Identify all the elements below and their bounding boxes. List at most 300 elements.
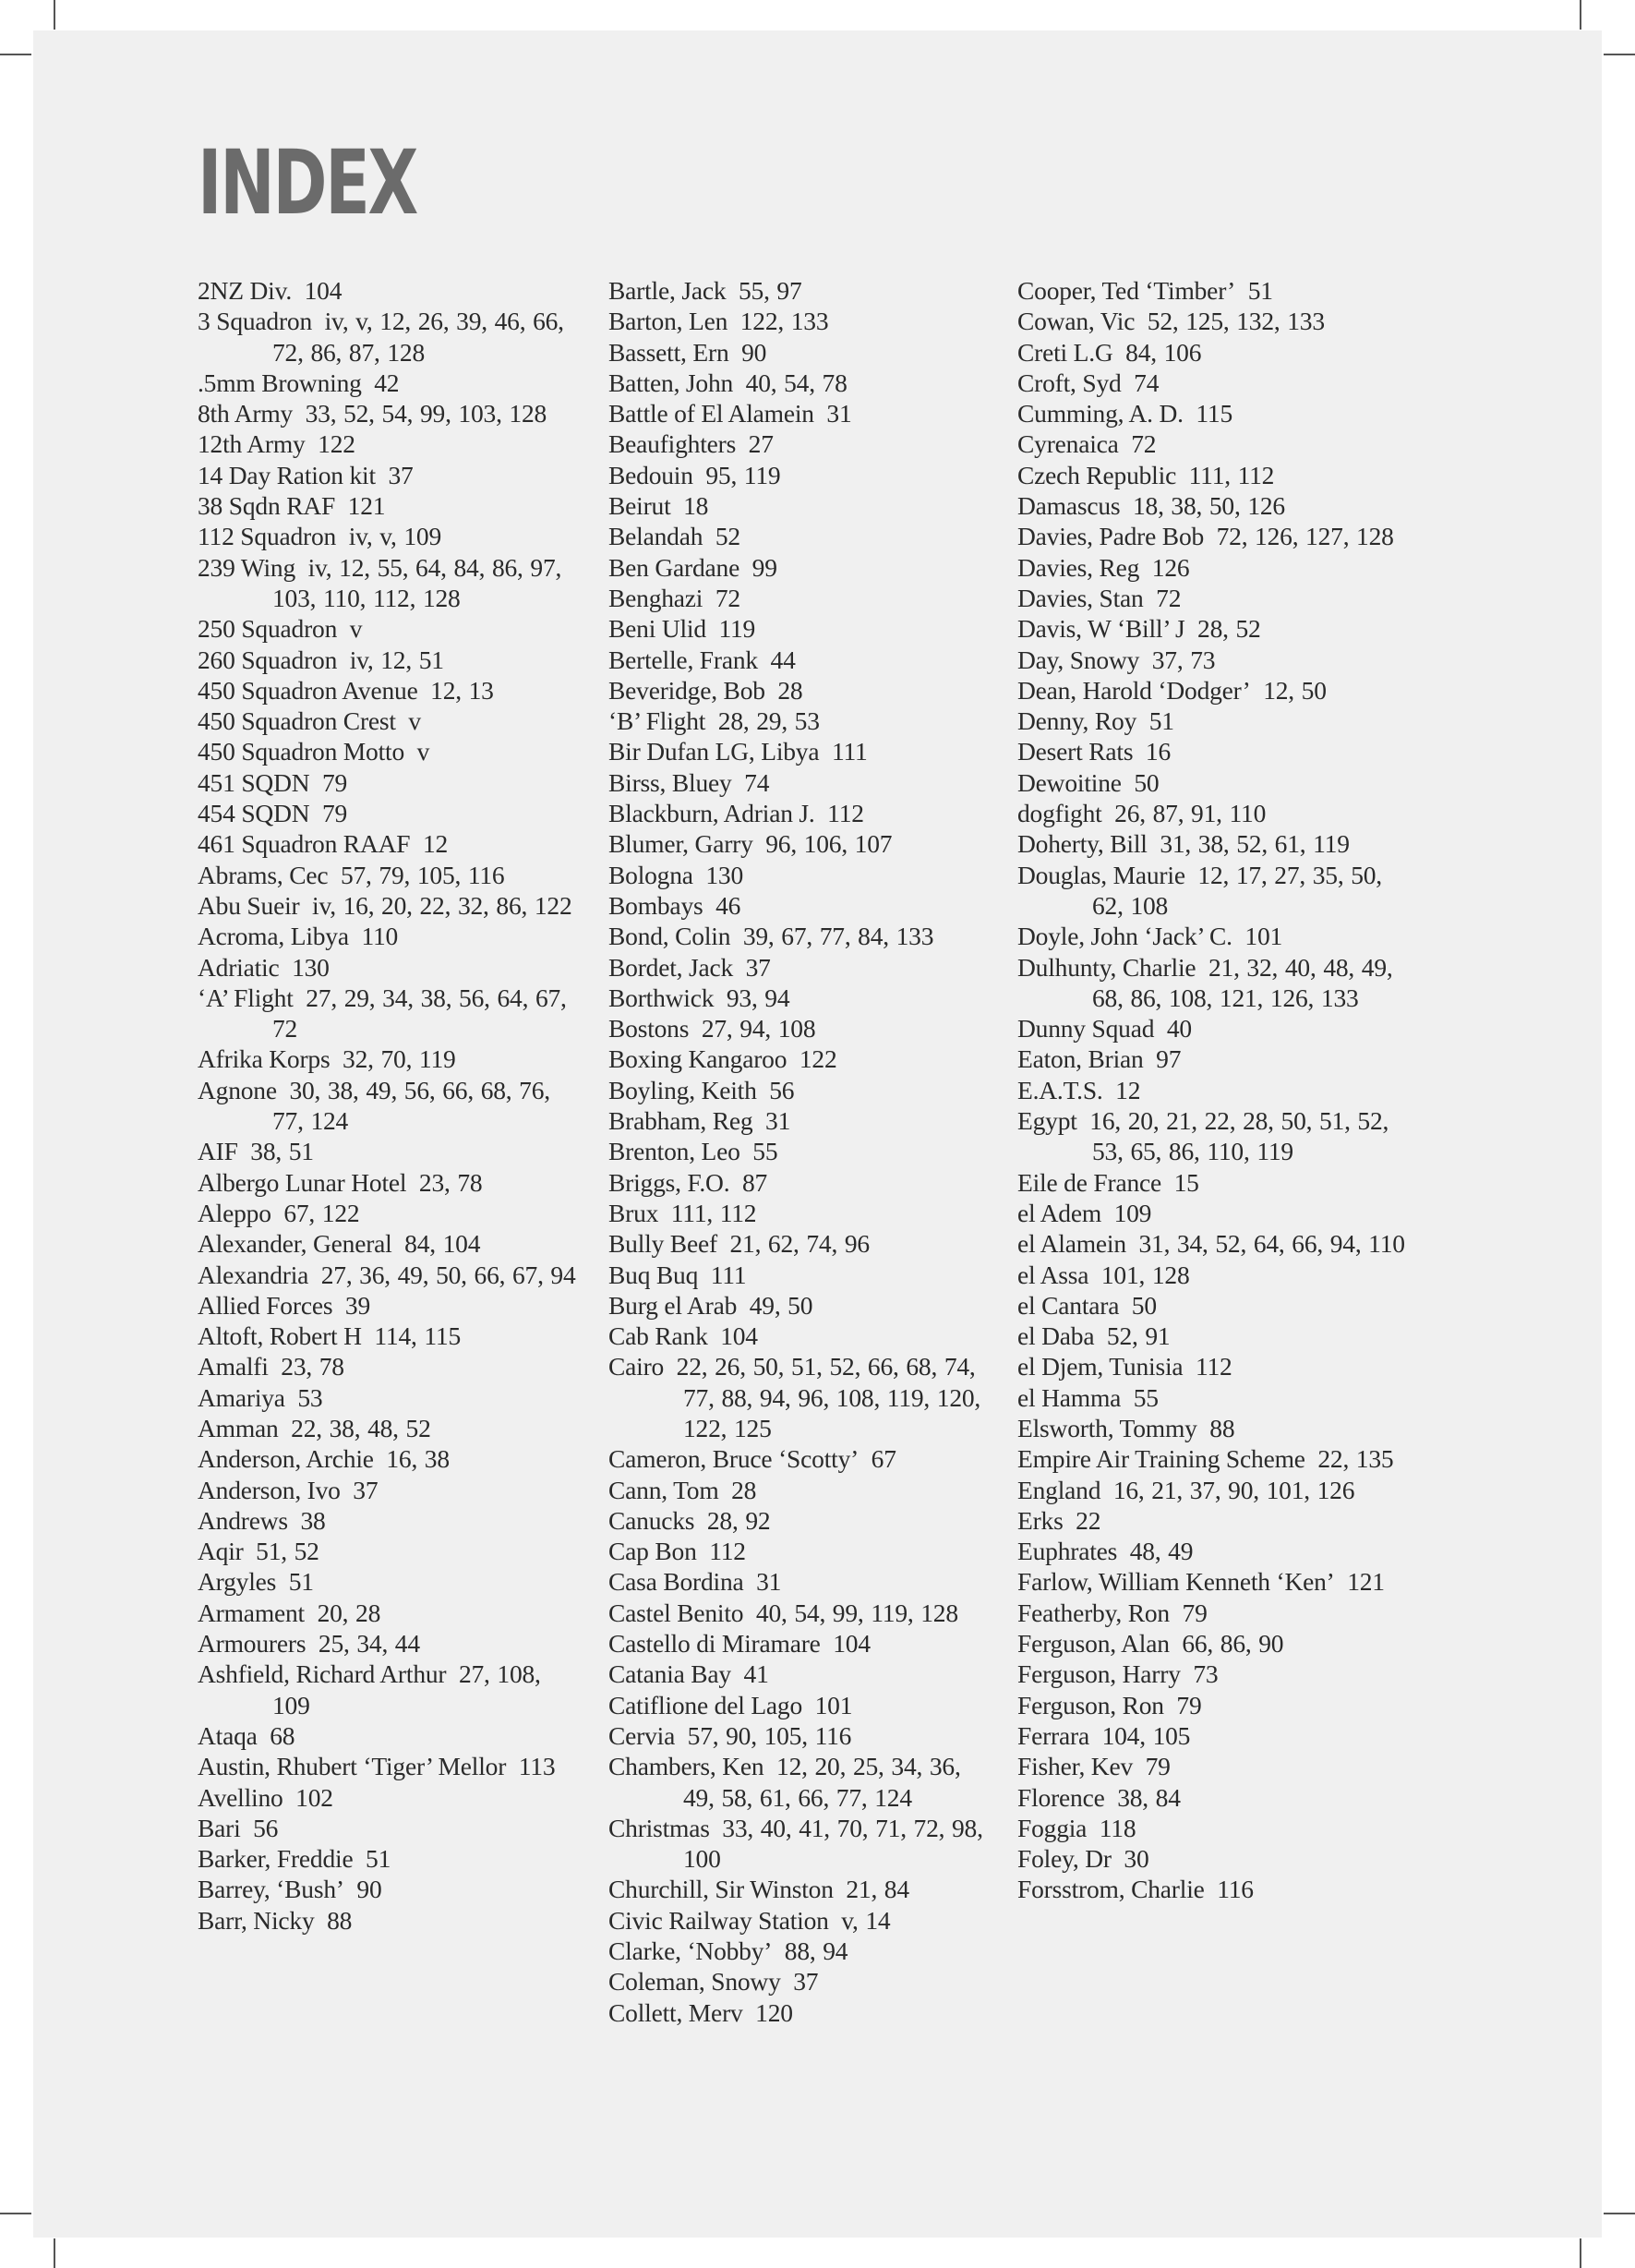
index-entry (198, 1751, 585, 1781)
index-term: Erks (1017, 1505, 1064, 1535)
index-pages: 114, 115 (374, 1321, 461, 1351)
index-term: el Alamein (1017, 1229, 1126, 1259)
index-entry (1017, 1475, 1405, 1505)
index-entry (608, 398, 996, 428)
index-entry (1017, 675, 1405, 706)
index-term: Foley, Dr (1017, 1844, 1112, 1874)
index-entry (1017, 1075, 1405, 1105)
index-pages: 72 (715, 583, 740, 612)
index-term: 454 SQDN (198, 799, 310, 828)
index-pages: 121 (1347, 1567, 1385, 1597)
index-pages: 16 (1145, 737, 1172, 766)
index-entry (608, 1536, 996, 1566)
index-entry (1017, 368, 1405, 398)
index-term: Dean, Harold ‘Dodger’ (1017, 675, 1251, 705)
index-term: 450 Squadron Avenue (198, 675, 418, 705)
index-pages: 126 (1151, 552, 1190, 582)
index-entry (1017, 1566, 1405, 1597)
index-pages: 12 (422, 829, 449, 859)
index-term: Albergo Lunar Hotel (198, 1167, 407, 1197)
index-term: Casa Bordina (608, 1567, 744, 1597)
index-entry (608, 1443, 996, 1474)
index-entry (608, 1751, 996, 1813)
index-term: Beveridge, Bob (608, 675, 765, 705)
index-term: Bombays (608, 890, 703, 920)
index-term: Cumming, A. D. (1017, 399, 1184, 428)
index-pages: 21, 62, 74, 96 (729, 1229, 870, 1259)
index-entry (1017, 1536, 1405, 1566)
index-term: Davis, W ‘Bill’ J (1017, 614, 1185, 644)
index-pages: 38, 51 (250, 1137, 314, 1166)
index-term: Avellino (198, 1782, 283, 1812)
index-entry (1017, 1628, 1405, 1659)
index-pages: 46 (715, 890, 741, 920)
index-pages: 26, 87, 91, 110 (1114, 799, 1267, 828)
index-entry (608, 1813, 996, 1875)
crop-mark-top-right-h (1604, 54, 1635, 55)
index-pages: 96, 106, 107 (765, 829, 893, 859)
index-pages: iv, 16, 20, 22, 32, 86, 122 (312, 890, 572, 920)
index-pages: 51 (366, 1844, 391, 1874)
index-pages: 40 (1166, 1014, 1192, 1044)
index-pages: 22, 135 (1317, 1444, 1394, 1474)
index-term: 3 Squadron (198, 307, 313, 336)
index-pages: 67 (871, 1444, 896, 1474)
index-entry (198, 428, 585, 459)
index-term: Chambers, Ken (608, 1752, 764, 1781)
index-entry (198, 952, 585, 983)
index-term: Christmas (608, 1813, 710, 1842)
index-pages: 44 (770, 645, 796, 674)
index-pages: 33, 40, 41, 70, 71, 72, 98, 100 (683, 1813, 983, 1874)
index-term: Churchill, Sir Winston (608, 1875, 834, 1904)
index-pages: 28 (777, 675, 803, 705)
index-term: Clarke, ‘Nobby’ (608, 1936, 773, 1966)
index-term: Brabham, Reg (608, 1106, 753, 1136)
index-pages: 20, 28 (317, 1598, 381, 1627)
index-entry (1017, 275, 1405, 306)
index-pages: 21, 32, 40, 48, 49, 68, 86, 108, 121, 126, 133 (1092, 952, 1393, 1012)
index-pages: 25, 34, 44 (318, 1629, 420, 1659)
index-term: Egypt (1017, 1106, 1077, 1136)
index-pages: 33, 52, 54, 99, 103, 128 (305, 399, 547, 428)
index-term: Bertelle, Frank (608, 645, 758, 674)
index-term: Featherby, Ron (1017, 1598, 1170, 1627)
index-column-3 (1017, 275, 1405, 1905)
crop-mark-top-left-h (0, 54, 31, 55)
index-entry (1017, 1813, 1405, 1843)
index-entry (1017, 706, 1405, 736)
index-pages: 110 (361, 922, 399, 951)
index-entry (1017, 1659, 1405, 1689)
index-entry (1017, 1260, 1405, 1290)
index-pages: 102 (295, 1782, 333, 1812)
index-pages: 104 (833, 1629, 871, 1659)
index-pages: 51 (1148, 706, 1174, 736)
index-entry (198, 1443, 585, 1474)
index-pages: 84, 104 (404, 1229, 481, 1259)
index-entry (608, 460, 996, 490)
index-entry (198, 890, 585, 921)
index-pages: 55 (752, 1137, 778, 1166)
index-entry (198, 767, 585, 798)
index-column-1 (198, 275, 585, 1936)
index-pages: 111, 112 (670, 1198, 757, 1227)
index-pages: 31, 34, 52, 64, 66, 94, 110 (1138, 1229, 1405, 1259)
index-entry (608, 521, 996, 551)
index-entry (1017, 921, 1405, 951)
index-pages: 57, 90, 105, 116 (687, 1720, 852, 1750)
index-entry (198, 1598, 585, 1628)
index-entry (608, 1690, 996, 1720)
index-term: Cervia (608, 1720, 676, 1750)
index-term: .5mm Browning (198, 368, 362, 397)
index-term: Eile de France (1017, 1167, 1162, 1197)
index-pages: 49, 50 (749, 1290, 813, 1320)
index-term: Desert Rats (1017, 737, 1134, 766)
index-term: el Cantara (1017, 1290, 1120, 1320)
index-pages: 104, 105 (1101, 1720, 1191, 1750)
index-term: Elsworth, Tommy (1017, 1413, 1197, 1442)
index-entry (608, 1997, 996, 2028)
index-pages: 66, 86, 90 (1182, 1629, 1284, 1659)
index-entry (608, 1136, 996, 1166)
index-pages: 53 (297, 1382, 323, 1412)
index-term: Abrams, Cec (198, 860, 329, 889)
index-term: Dewoitine (1017, 767, 1122, 797)
index-pages: 21, 84 (846, 1875, 909, 1904)
index-entry (608, 645, 996, 675)
index-entry (198, 521, 585, 551)
index-pages: 39, 67, 77, 84, 133 (742, 922, 934, 951)
index-term: Doyle, John ‘Jack’ C. (1017, 922, 1232, 951)
index-pages: 37 (793, 1967, 819, 1997)
index-pages: 38, 84 (1117, 1782, 1181, 1812)
index-entry (198, 828, 585, 859)
index-entry (198, 1813, 585, 1843)
index-entry (608, 1598, 996, 1628)
index-term: Beirut (608, 491, 671, 521)
index-entry (1017, 828, 1405, 859)
index-term: E.A.T.S. (1017, 1075, 1103, 1104)
index-entry (608, 890, 996, 921)
index-entry (1017, 1751, 1405, 1781)
index-entry (608, 1013, 996, 1044)
index-entry (198, 1905, 585, 1936)
index-term: 2NZ Div. (198, 276, 293, 305)
index-pages: 73 (1193, 1659, 1219, 1689)
index-term: Alexandria (198, 1260, 309, 1289)
index-entry (1017, 645, 1405, 675)
index-entry (198, 552, 585, 614)
index-entry (1017, 1351, 1405, 1381)
index-term: Amalfi (198, 1352, 269, 1381)
index-pages: v (349, 614, 363, 644)
index-pages: 101, 128 (1100, 1260, 1190, 1289)
index-entry (608, 767, 996, 798)
index-entry (608, 675, 996, 706)
index-entry (608, 983, 996, 1013)
index-term: Altoft, Robert H (198, 1321, 362, 1351)
index-pages: 27, 108, 109 (272, 1659, 541, 1719)
index-term: Bully Beef (608, 1229, 717, 1259)
index-term: 450 Squadron Crest (198, 706, 396, 736)
index-term: Bostons (608, 1014, 690, 1044)
index-entry (1017, 583, 1405, 613)
index-entry (608, 1105, 996, 1136)
index-term: el Adem (1017, 1198, 1102, 1227)
index-term: Boyling, Keith (608, 1075, 757, 1104)
index-term: Foggia (1017, 1813, 1088, 1842)
index-term: Armament (198, 1598, 306, 1627)
index-entry (608, 1936, 996, 1966)
index-entry (198, 1167, 585, 1198)
index-entry (1017, 1598, 1405, 1628)
index-pages: 16, 21, 37, 90, 101, 126 (1112, 1475, 1355, 1504)
index-entry (608, 1720, 996, 1751)
index-entry (1017, 1228, 1405, 1259)
index-entry (198, 706, 585, 736)
index-term: Austin, Rhubert ‘Tiger’ Mellor (198, 1752, 507, 1781)
index-pages: v (408, 706, 421, 736)
index-entry (608, 921, 996, 951)
index-term: Blackburn, Adrian J. (608, 799, 815, 828)
index-entry (198, 1413, 585, 1443)
index-term: el Daba (1017, 1321, 1095, 1351)
index-entry (608, 1659, 996, 1689)
index-entry (608, 1228, 996, 1259)
index-term: Douglas, Maurie (1017, 860, 1185, 889)
index-pages: 52, 125, 132, 133 (1147, 307, 1325, 336)
index-entry (1017, 1198, 1405, 1228)
index-entry (608, 306, 996, 336)
index-pages: 28, 52 (1197, 614, 1261, 644)
index-entry (608, 1075, 996, 1105)
index-pages: 57, 79, 105, 116 (340, 860, 505, 889)
index-term: Aleppo (198, 1198, 271, 1227)
index-term: Dulhunty, Charlie (1017, 952, 1196, 982)
index-entry (198, 1075, 585, 1137)
index-term: England (1017, 1475, 1101, 1504)
index-entry (198, 275, 585, 306)
index-term: Brenton, Leo (608, 1137, 740, 1166)
index-entry (1017, 1874, 1405, 1904)
index-term: Davies, Padre Bob (1017, 522, 1205, 551)
index-term: Bir Dufan LG, Libya (608, 737, 820, 766)
index-pages: 101 (814, 1690, 853, 1719)
index-term: 14 Day Ration kit (198, 460, 376, 489)
index-pages: 113 (518, 1752, 556, 1781)
index-pages: 28 (731, 1475, 757, 1504)
index-entry (198, 1475, 585, 1505)
index-term: Ferguson, Harry (1017, 1659, 1181, 1689)
index-entry (608, 368, 996, 398)
index-entry (198, 490, 585, 521)
index-term: Birss, Bluey (608, 767, 732, 797)
index-entry (198, 798, 585, 828)
index-term: Belandah (608, 522, 703, 551)
index-entry (608, 798, 996, 828)
index-pages: 37 (353, 1475, 379, 1504)
index-entry (1017, 337, 1405, 368)
index-pages: 130 (292, 952, 330, 982)
index-term: Amman (198, 1413, 279, 1442)
index-term: Czech Republic (1017, 460, 1177, 489)
index-pages: 12 (1115, 1075, 1141, 1104)
index-term: 12th Army (198, 429, 306, 459)
index-entry (1017, 1843, 1405, 1874)
index-pages: 118 (1099, 1813, 1136, 1842)
index-term: Empire Air Training Scheme (1017, 1444, 1305, 1474)
index-term: el Assa (1017, 1260, 1089, 1289)
index-pages: 28, 29, 53 (717, 706, 820, 736)
crop-mark-bottom-right (1580, 2238, 1581, 2268)
index-term: Bologna (608, 860, 693, 889)
index-pages: 12, 17, 27, 35, 50, 62, 108 (1092, 860, 1382, 920)
index-entry (198, 306, 585, 368)
index-entry (198, 1260, 585, 1290)
index-term: Beni Ulid (608, 614, 706, 644)
index-pages: 12, 20, 25, 34, 36, 49, 58, 61, 66, 77, 124 (683, 1752, 961, 1812)
index-entry (1017, 460, 1405, 490)
index-pages: 55, 97 (738, 276, 802, 305)
index-pages: 84, 106 (1125, 337, 1202, 367)
index-term: Bond, Colin (608, 922, 731, 951)
index-entry (1017, 1720, 1405, 1751)
index-pages: 27, 36, 49, 50, 66, 67, 94 (320, 1260, 576, 1289)
index-term: Ashfield, Richard Arthur (198, 1659, 447, 1689)
index-pages: 31 (765, 1106, 791, 1136)
index-pages: 130 (705, 860, 744, 889)
index-pages: 68 (270, 1720, 295, 1750)
index-entry (608, 1044, 996, 1074)
index-pages: 22, 38, 48, 52 (291, 1413, 431, 1442)
index-entry (1017, 860, 1405, 922)
index-pages: 79 (321, 799, 348, 828)
index-entry (198, 1351, 585, 1381)
index-entry (608, 275, 996, 306)
index-pages: iv, 12, 55, 64, 84, 86, 97, 103, 110, 112, 128 (272, 552, 562, 612)
index-entry (1017, 1167, 1405, 1198)
index-pages: v (416, 737, 430, 766)
index-entry (608, 552, 996, 583)
index-pages: 52 (715, 522, 740, 551)
index-entry (608, 1505, 996, 1536)
index-entry (198, 1382, 585, 1413)
index-pages: 23, 78 (281, 1352, 344, 1381)
index-term: Allied Forces (198, 1290, 333, 1320)
index-term: Cooper, Ted ‘Timber’ (1017, 276, 1236, 305)
index-entry (608, 952, 996, 983)
index-pages: 18 (683, 491, 709, 521)
index-term: Battle of El Alamein (608, 399, 814, 428)
index-pages: 27 (748, 429, 774, 459)
index-entry (1017, 1690, 1405, 1720)
index-term: Amariya (198, 1382, 285, 1412)
index-term: Barton, Len (608, 307, 728, 336)
index-term: Boxing Kangaroo (608, 1044, 787, 1074)
index-pages: 99 (751, 552, 777, 582)
index-pages: 104 (304, 276, 343, 305)
index-term: Brux (608, 1198, 659, 1227)
index-term: Euphrates (1017, 1537, 1118, 1566)
index-term: Agnone (198, 1075, 277, 1104)
index-term: Bari (198, 1813, 241, 1842)
index-term: Barker, Freddie (198, 1844, 354, 1874)
index-term: el Djem, Tunisia (1017, 1352, 1184, 1381)
index-pages: 37, 73 (1151, 645, 1216, 674)
index-term: Florence (1017, 1782, 1105, 1812)
index-pages: 72 (1131, 429, 1157, 459)
index-term: Cowan, Vic (1017, 307, 1136, 336)
index-entry (1017, 1013, 1405, 1044)
index-term: Ferguson, Ron (1017, 1690, 1164, 1719)
index-pages: 51, 52 (256, 1537, 319, 1566)
index-pages: 90 (741, 337, 767, 367)
index-entry (198, 1536, 585, 1566)
index-term: Ataqa (198, 1720, 258, 1750)
index-pages: 112 (1195, 1352, 1232, 1381)
index-pages: 56 (769, 1075, 795, 1104)
index-pages: 87 (741, 1167, 768, 1197)
index-pages: 79 (321, 767, 348, 797)
index-entry (198, 675, 585, 706)
crop-mark-top-right (1580, 0, 1581, 30)
index-entry (1017, 398, 1405, 428)
index-pages: 111 (831, 737, 868, 766)
index-term: Ferrara (1017, 1720, 1089, 1750)
index-pages: 112 (709, 1537, 746, 1566)
index-pages: 48, 49 (1129, 1537, 1194, 1566)
index-entry (198, 983, 585, 1044)
index-term: Argyles (198, 1567, 277, 1597)
index-entry (198, 1044, 585, 1074)
index-entry (198, 1321, 585, 1351)
index-term: ‘B’ Flight (608, 706, 706, 736)
index-column-2 (608, 275, 996, 2028)
index-entry (608, 1874, 996, 1904)
index-entry (1017, 736, 1405, 766)
index-entry (608, 828, 996, 859)
index-term: Davies, Stan (1017, 583, 1144, 612)
index-pages: 122 (318, 429, 355, 459)
index-pages: 22 (1076, 1505, 1101, 1535)
index-entry (198, 645, 585, 675)
index-pages: 31, 38, 52, 61, 119 (1160, 829, 1350, 859)
index-term: Castello di Miramare (608, 1629, 821, 1659)
index-pages: 16, 38 (386, 1444, 450, 1474)
index-entry (608, 1260, 996, 1290)
index-entry (608, 428, 996, 459)
index-entry (608, 1475, 996, 1505)
index-term: Acroma, Libya (198, 922, 349, 951)
index-pages: 90 (356, 1875, 382, 1904)
index-entry (198, 1290, 585, 1321)
index-entry (1017, 1443, 1405, 1474)
index-pages: 111, 112 (1188, 460, 1275, 489)
index-pages: 97 (1156, 1044, 1182, 1074)
index-term: Barrey, ‘Bush’ (198, 1875, 344, 1904)
index-pages: 27, 94, 108 (701, 1014, 816, 1044)
index-term: Collett, Merv (608, 1997, 743, 2027)
index-pages: 37 (745, 952, 771, 982)
crop-mark-bottom-right-h (1604, 2213, 1635, 2214)
index-pages: 115 (1196, 399, 1232, 428)
index-entry (1017, 1782, 1405, 1813)
index-pages: 15 (1173, 1167, 1199, 1197)
index-term: Davies, Reg (1017, 552, 1140, 582)
index-entry (198, 1659, 585, 1720)
